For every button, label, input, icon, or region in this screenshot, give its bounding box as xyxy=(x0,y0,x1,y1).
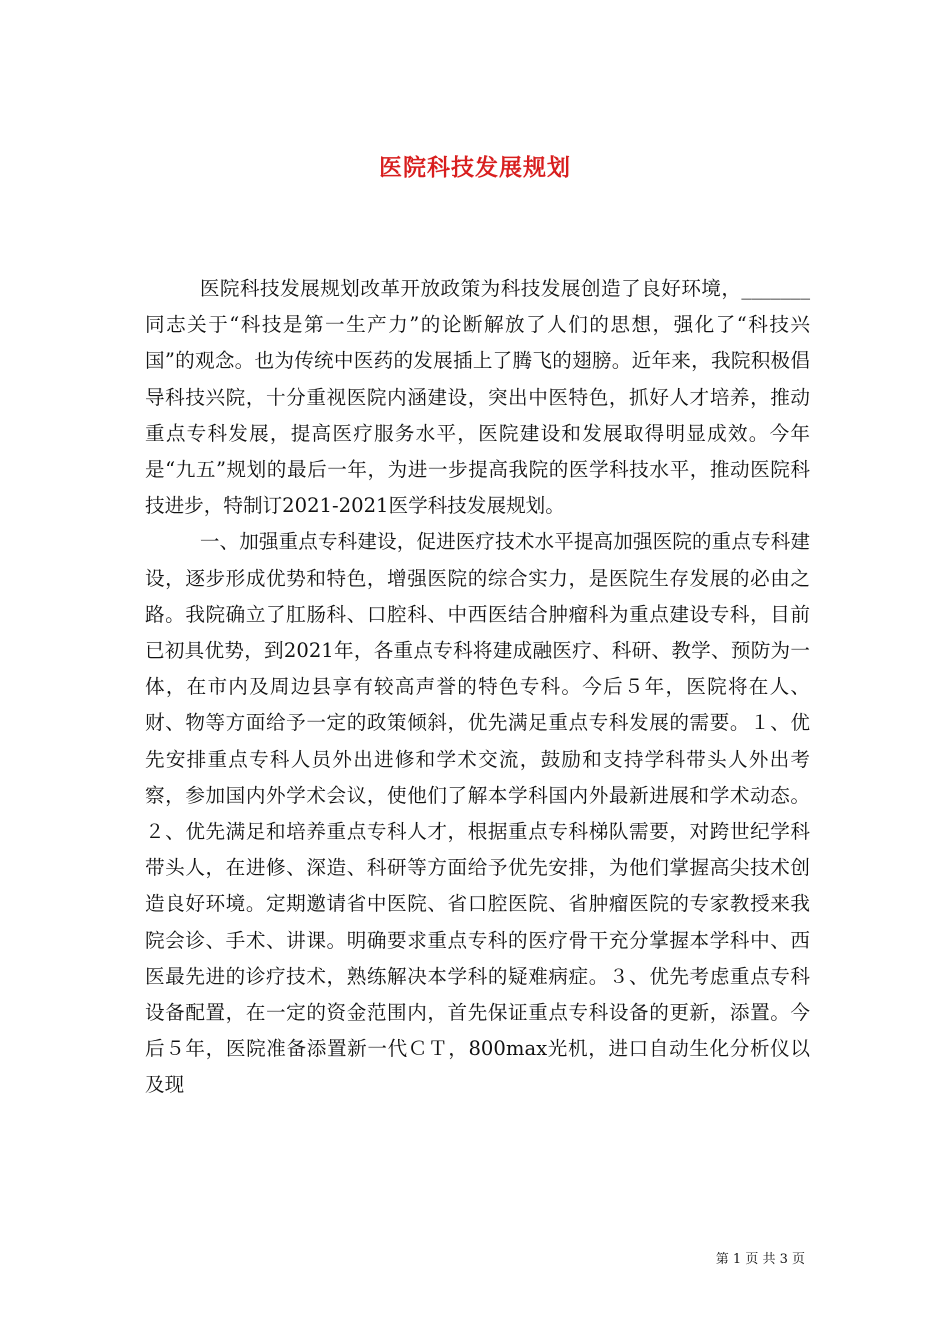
document-title: 医院科技发展规划 xyxy=(379,154,571,182)
paragraph-intro: 医院科技发展规划改革开放政策为科技发展创造了良好环境，_______同志关于“科技是第一生产力”的论断解放了人们的思想，强化了“科技兴国”的观念。也为传统中医药的发展插上了腾飞的翅膀。近年来，我院积极倡导科技兴院，十分重视医院内涵建设，突出中医特色，抓好人才培养，推动重点专科发展，提高医疗服务水平，医院建设和发展取得明显成效。今年是“九五”规划的最后一年，为进一步提高我院的医学科技水平，推动医院科技进步，特制订2021-2021医学科技发展规划。 xyxy=(145,277,810,518)
paragraph-section-1: 一、加强重点专科建设，促进医疗技术水平提高加强医院的重点专科建设，逐步形成优势和特色，增强医院的综合实力，是医院生存发展的必由之路。我院确立了肛肠科、口腔科、中西医结合肿瘤科为重点建设专科，目前已初具优势，到2021年，各重点专科将建成融医疗、科研、教学、预防为一体，在市内及周边县享有较高声誉的特色专科。今后５年，医院将在人、财、物等方面给予一定的政策倾斜，优先满足重点专科发展的需要。１、优先安排重点专科人员外出进修和学术交流，鼓励和支持学科带头人外出考察，参加国内外学术会议，使他们了解本学科国内外最新进展和学术动态。２、优先满足和培养重点专科人才，根据重点专科梯队需要，对跨世纪学科带头人，在进修、深造、科研等方面给予优先安排，为他们掌握高尖技术创造良好环境。定期邀请省中医院、省口腔医院、省肿瘤医院的专家教授来我院会诊、手术、讲课。明确要求重点专科的医疗骨干充分掌握本学科中、西医最先进的诊疗技术，熟练解决本学科的疑难病症。３、优先考虑重点专科设备配置，在一定的资金范围内，首先保证重点专科设备的更新，添置。今后５年，医院准备添置新一代ＣＴ，800max光机，进口自动生化分析仪以及现 xyxy=(145,530,810,1097)
page-number: 第 1 页 共 3 页 xyxy=(715,1252,805,1267)
document-body xyxy=(145,271,810,1104)
